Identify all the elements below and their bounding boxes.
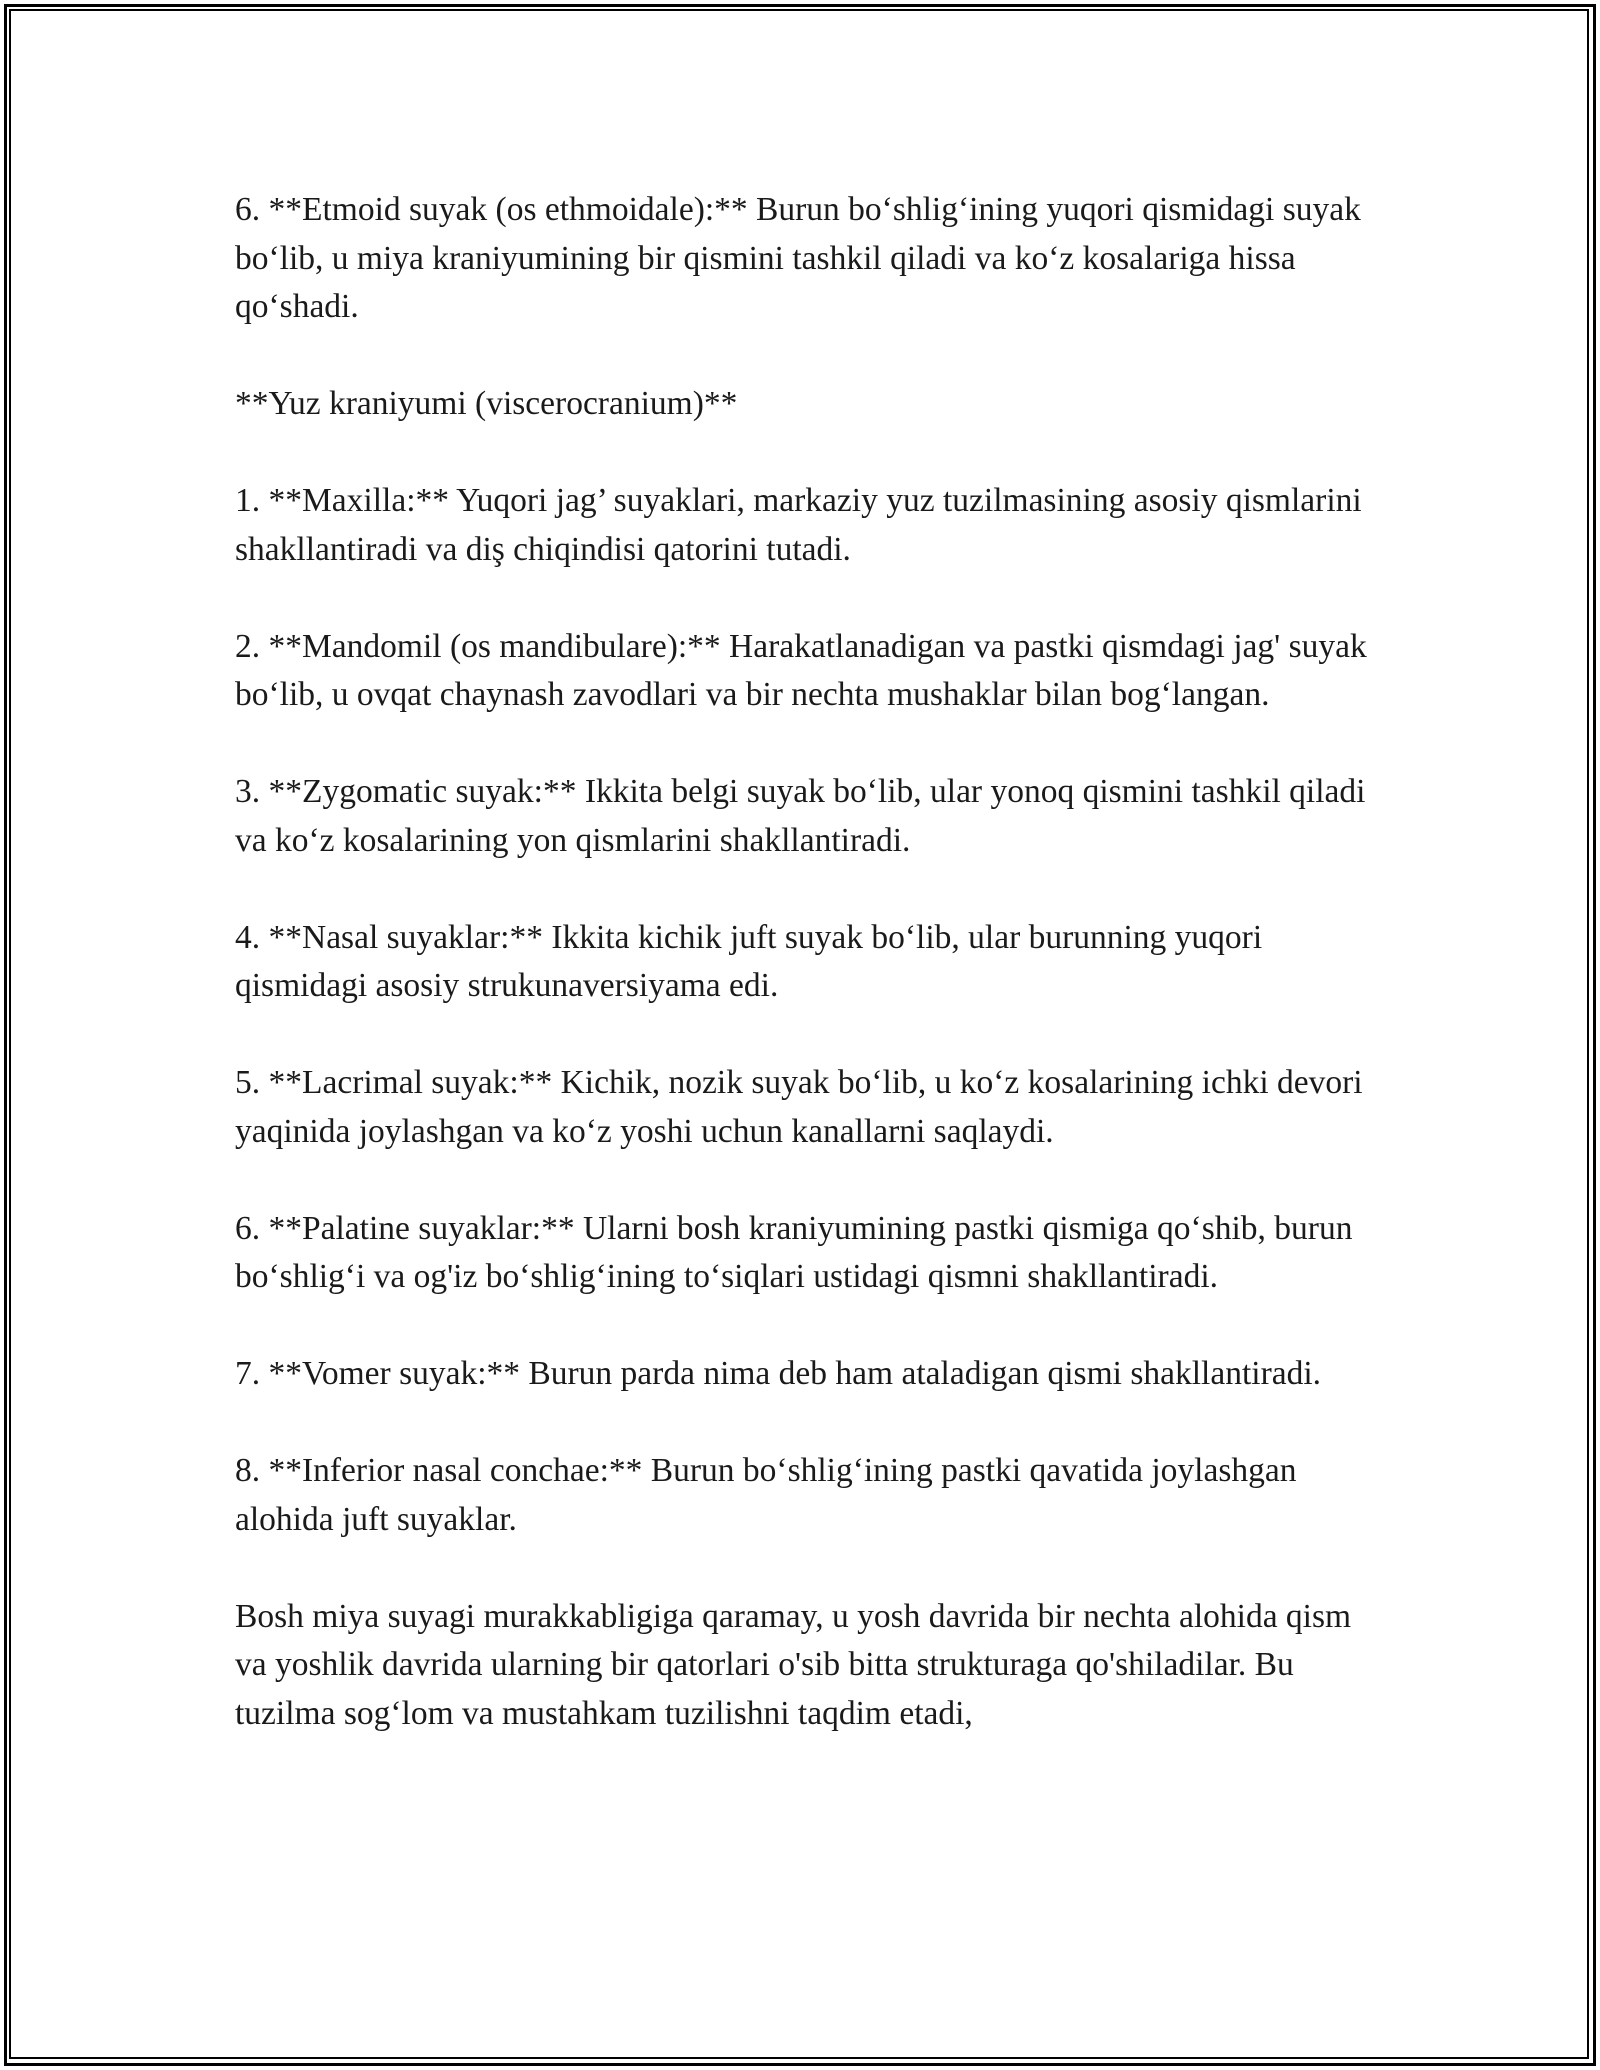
paragraph-ethmoid-bone: 6. **Etmoid suyak (os ethmoidale):** Burun bo‘shlig‘ining yuqori qismidagi suyak bo‘lib, u miya kraniyumining bir qismini tashkil qiladi va ko‘z kosalariga hissa qo‘shadi. <box>235 191 1361 325</box>
list-item-maxilla: 1. **Maxilla:** Yuqori jag’ suyaklari, markaziy yuz tuzilmasining asosiy qismlarini shakllantiradi va diş chiqindisi qatorini tutadi. <box>235 482 1362 568</box>
list-item-palatine: 6. **Palatine suyaklar:** Ularni bosh kraniyumining pastki qismiga qo‘shib, burun bo‘shlig‘i va og'iz bo‘shlig‘ining to‘siqlari ustidagi qismni shakllantiradi. <box>235 1209 1353 1295</box>
list-item-lacrimal: 5. **Lacrimal suyak:** Kichik, nozik suyak bo‘lib, u ko‘z kosalarining ichki devori yaqinida joylashgan va ko‘z yoshi uchun kanallarni saqlaydi. <box>235 1064 1363 1150</box>
document-body <box>235 186 1385 1787</box>
list-item-inferior-nasal-conchae: 8. **Inferior nasal conchae:** Burun bo‘shlig‘ining pastki qavatida joylashgan alohida juft suyaklar. <box>235 1452 1297 1538</box>
list-item-vomer: 7. **Vomer suyak:** Burun parda nima deb ham ataladigan qismi shakllantiradi. <box>235 1355 1322 1392</box>
list-item-zygomatic: 3. **Zygomatic suyak:** Ikkita belgi suyak bo‘lib, ular yonoq qismini tashkil qiladi va ko‘z kosalarining yon qismlarini shakllantiradi. <box>235 773 1366 859</box>
list-item-nasal: 4. **Nasal suyaklar:** Ikkita kichik juft suyak bo‘lib, ular burunning yuqori qismidagi asosiy strukunaversiyama edi. <box>235 918 1263 1004</box>
section-heading-viscerocranium: **Yuz kraniyumi (viscerocranium)** <box>235 385 738 422</box>
paragraph-conclusion: Bosh miya suyagi murakkabligiga qaramay, u yosh davrida bir nechta alohida qism va yoshlik davrida ularning bir qatorlari o'sib bitta strukturaga qo'shiladilar. Bu tuzilma sog‘lom va mustahkam tuzilishni taqdim etadi, <box>235 1597 1352 1732</box>
list-item-mandible: 2. **Mandomil (os mandibulare):** Harakatlanadigan va pastki qismdagi jag' suyak bo‘lib, u ovqat chaynash zavodlari va bir nechta mushaklar bilan bog‘langan. <box>235 627 1367 713</box>
